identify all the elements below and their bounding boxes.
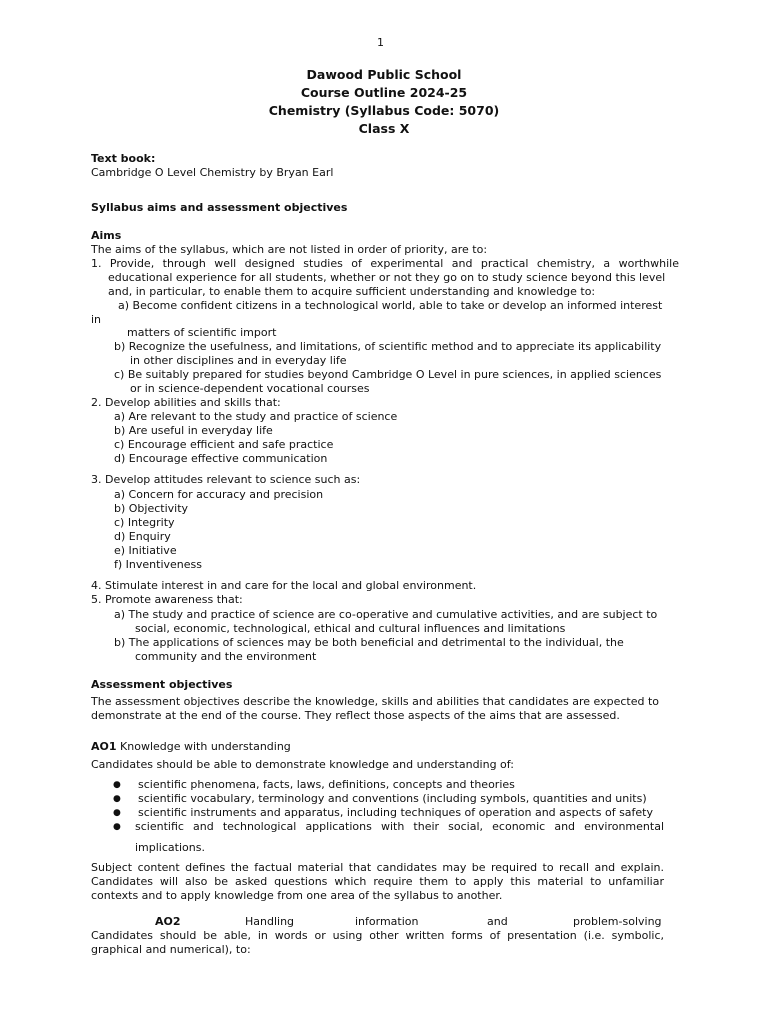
- assessment-desc-line1: The assessment objectives describe the knowledge, skills and abilities that candidates are expected to: [91, 695, 660, 708]
- ao2-intro-line1: Candidates should be able, in words or using other written forms of presentation (i.e. symbolic,: [91, 929, 664, 942]
- course-outline-title: Course Outline 2024-25: [300, 85, 468, 100]
- aim1c-line1: c) Be suitably prepared for studies beyond Cambridge O Level in pure sciences, in applied sciences: [114, 368, 662, 381]
- aim5a-line2: social, economic, technological, ethical and cultural influences and limitations: [135, 622, 566, 635]
- aim1b-line2: in other disciplines and in everyday life: [130, 354, 347, 367]
- aim3-item: a) Concern for accuracy and precision: [114, 488, 324, 501]
- aim1a-line1: a) Become confident citizens in a technological world, able to take or develop an informed interest: [118, 299, 663, 312]
- bullet-icon: ●: [113, 822, 121, 832]
- assessment-desc-line2: demonstrate at the end of the course. They reflect those aspects of the aims that are assessed.: [91, 709, 620, 722]
- aim3-item: c) Integrity: [114, 516, 175, 529]
- aim3-item: b) Objectivity: [114, 502, 189, 515]
- ao2-title-word: and: [487, 915, 508, 928]
- ao1-item: scientific vocabulary, terminology and conventions (including symbols, quantities and units): [138, 792, 647, 805]
- aim3-item: d) Enquiry: [114, 530, 171, 543]
- bullet-icon: ●: [113, 808, 121, 818]
- ao2-intro-line2: graphical and numerical), to:: [91, 943, 251, 956]
- ao2-title-word: Handling: [245, 915, 295, 928]
- aim1-line2: educational experience for all students, whether or not they go on to study science beyond this level: [108, 271, 666, 284]
- ao1-heading: [91, 740, 291, 754]
- ao1-item: scientific phenomena, facts, laws, definitions, concepts and theories: [138, 778, 515, 791]
- aim1a-in: in: [91, 313, 102, 326]
- ao1-item-cont: implications.: [135, 841, 205, 854]
- subject-content-line1: Subject content defines the factual material that candidates may be required to recall and explain.: [91, 861, 664, 874]
- aim2-item: a) Are relevant to the study and practice of science: [114, 410, 398, 423]
- aim5b-line2: community and the environment: [135, 650, 317, 663]
- aim5a-line1: a) The study and practice of science are co-operative and cumulative activities, and are subject to: [114, 608, 658, 621]
- subject-content-line3: contexts and to apply knowledge from one area of the syllabus to another.: [91, 889, 503, 902]
- syllabus-heading: Syllabus aims and assessment objectives: [91, 201, 348, 214]
- aim2-item: b) Are useful in everyday life: [114, 424, 273, 437]
- aim1b-line1: b) Recognize the usefulness, and limitations, of scientific method and to appreciate its applicability: [114, 340, 662, 353]
- aim2-title: 2. Develop abilities and skills that:: [91, 396, 281, 409]
- ao2-title-word: problem-solving: [573, 915, 662, 928]
- subject-content-line2: Candidates will also be asked questions which require them to apply this material to unfamiliar: [91, 875, 664, 888]
- ao1-code: AO1: [91, 740, 117, 753]
- ao1-intro: Candidates should be able to demonstrate knowledge and understanding of:: [91, 758, 514, 771]
- bullet-icon: ●: [113, 780, 121, 790]
- aim5-title: 5. Promote awareness that:: [91, 593, 243, 606]
- ao2-title-word: information: [355, 915, 419, 928]
- aim3-title: 3. Develop attitudes relevant to science such as:: [91, 473, 361, 486]
- aim3-item: f) Inventiveness: [114, 558, 202, 571]
- aims-heading: Aims: [91, 229, 122, 242]
- bullet-icon: ●: [113, 794, 121, 804]
- aim3-item: e) Initiative: [114, 544, 177, 557]
- aim1-line3: and, in particular, to enable them to acquire sufficient understanding and knowledge to:: [108, 285, 596, 298]
- aim1c-line2: or in science-dependent vocational courses: [130, 382, 370, 395]
- ao1-title: Knowledge with understanding: [116, 740, 291, 753]
- school-name: Dawood Public School: [306, 67, 462, 82]
- aims-intro: The aims of the syllabus, which are not listed in order of priority, are to:: [91, 243, 488, 256]
- ao2-code: AO2: [155, 915, 181, 928]
- aim5b-line1: b) The applications of sciences may be both beneficial and detrimental to the individual, the: [114, 636, 624, 649]
- class-title: Class X: [358, 121, 410, 136]
- textbook-title: Cambridge O Level Chemistry by Bryan Earl: [91, 166, 334, 179]
- aim4: 4. Stimulate interest in and care for the local and global environment.: [91, 579, 477, 592]
- ao1-item: scientific instruments and apparatus, including techniques of operation and aspects of safety: [138, 806, 654, 819]
- textbook-label: Text book:: [91, 152, 156, 165]
- aim1a-line2: matters of scientific import: [127, 326, 277, 339]
- aim1-line1: 1. Provide, through well designed studies of experimental and practical chemistry, a worthwhile: [91, 257, 679, 270]
- ao1-item: scientific and technological applications with their social, economic and environmental: [135, 820, 664, 833]
- subject-title: Chemistry (Syllabus Code: 5070): [268, 103, 500, 118]
- aim2-item: c) Encourage efficient and safe practice: [114, 438, 334, 451]
- assessment-heading: Assessment objectives: [91, 678, 233, 691]
- aim2-item: d) Encourage effective communication: [114, 452, 328, 465]
- page-number: 1: [377, 36, 384, 49]
